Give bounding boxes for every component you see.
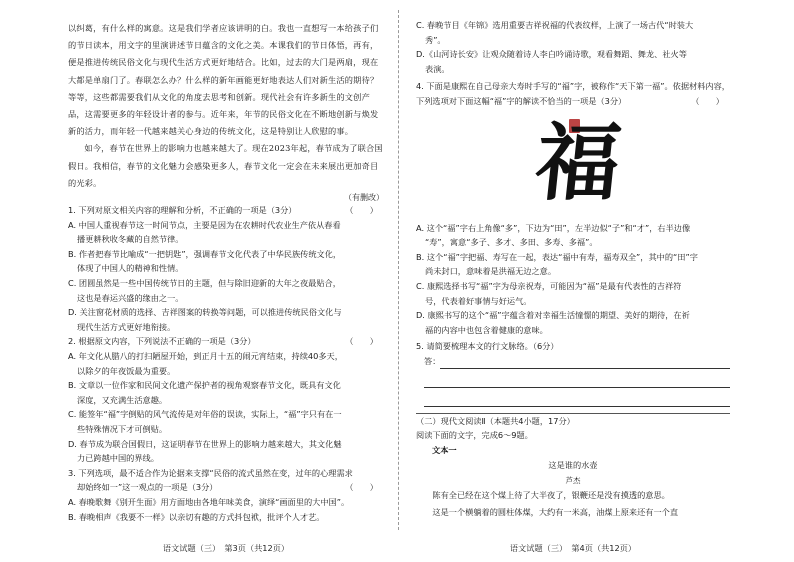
option-d[interactable]: D.《山河诗长安》让观众随着诗人李白吟诵诗歌，观看舞蹈、舞龙、社火等 表演。 xyxy=(416,49,687,74)
article-paragraph: 陈有全已经在这个煤上待了大半夜了，银鞭还是没有摸透的意思。 xyxy=(432,490,670,501)
option-a[interactable]: A. 中国人重视春节这一时间节点，主要是因为在农耕时代农业生产依从春看 播更耕秋收冬藏的自然节律。 xyxy=(68,219,341,245)
section-title: （二）现代文阅读Ⅱ（本题共4小题，17分） xyxy=(416,415,575,426)
answer-line[interactable] xyxy=(424,375,730,388)
passage-paragraph: 如今，春节在世界上的影响力也越来越大了。现在2023年起，春节成为了联合国假日。我相信，春节的文化魅力会感染更多人，春节文化一定会在未来展出更加奇目的光彩。 xyxy=(68,143,383,188)
right-page xyxy=(416,0,730,562)
answer-paren[interactable]: （ ） xyxy=(345,336,378,347)
question-5 xyxy=(416,339,730,354)
option-c[interactable]: C. 康熙选择书写“福”字为母亲祝寿，可能因为“福”是最有代表性的吉祥符 号，代表着好事情与好运气。 xyxy=(416,280,682,306)
fu-calligraphy-image xyxy=(416,111,730,219)
answer-paren[interactable]: （ ） xyxy=(345,482,378,493)
question-1-stem: 1. 下列对原文相关内容的理解和分析，不正确的一项是（3分） xyxy=(68,205,297,216)
fu-character: 福 xyxy=(530,112,626,212)
answer-paren[interactable]: （ ） xyxy=(691,95,724,106)
question-3-stem: 3. 下列选项，最不适合作为论据来支撑“民俗的流式虽然在变，过年的心理需求 xyxy=(68,467,353,478)
section-instruction: 阅读下面的文字，完成6～9题。 xyxy=(416,430,533,441)
left-page xyxy=(68,0,384,562)
question-3 xyxy=(68,466,384,481)
option-c[interactable]: C. 能签年“福”字倒贴的风气流传是对年俗的误读，实际上，“福”字只有在一 些特殊情况下才可倒贴。 xyxy=(68,409,342,434)
answer-area[interactable] xyxy=(424,354,730,369)
option-a[interactable]: A. 年文化从腊八的打扫陋屋开始，到正月十五的闹元宵结束，持续40多天， 以除夕的年夜饭最为重要。 xyxy=(68,350,343,376)
question-3-stem-cont: 却始终如一”这一观点的一项是（3分） （ ） xyxy=(68,480,384,495)
answer-line[interactable] xyxy=(440,356,730,369)
question-5-stem: 5. 请简要梳理本文的行文脉络。（6分） xyxy=(416,341,559,352)
option-d[interactable]: D. 春节成为联合国假日，这证明春节在世界上的影响力越来越大，其文化魅 力已跨越中国的界线。 xyxy=(68,438,342,464)
question-2-stem: 2. 根据原文内容，下列说法不正确的一项是（3分） xyxy=(68,336,256,347)
question-4-stem: 4. 下面是康熙在自己母亲大寿时手写的“福”字，被称作“天下第一福”。依据材料内容，下列选项对下面这幅“福”字的解读不恰当的一项是（3分） xyxy=(416,81,730,106)
option-c[interactable]: C. 春晚节目《年锦》选用重要吉祥祝福的代表纹样，上演了一场古代“时装大 秀”。 xyxy=(416,20,694,45)
text-label: 文本一 xyxy=(432,444,457,455)
option-a[interactable]: A. 这个“福”字右上角像“多”，下边为“田”，左半边似“子”和“才”，右半边像 “寿”，寓意“多子、多才、多田、多寿、多福”。 xyxy=(416,222,691,248)
page-footer: 语文试题（三） 第3页（共12页） xyxy=(162,543,290,553)
answer-paren[interactable]: （ ） xyxy=(345,205,378,216)
passage-paragraph: 以纠葛，有什么样的寓意。这是我们学者应该讲明的白。我也一直想写一本给孩子们的节日读本，用文字的里演讲述节日蕴含的文化之美。本课我们的节日体悟，再有，便是推进传统民俗文化与现代生活方式更好地结合。比如，过去的大门是两扇，现在大都是单扇门了。春联怎么办？什么样的新年画能更好地表达人们对新生活的期待？等等，这些都需要我们从文化的角度去思考和创新。现代社会有许多新生的文创产品，这需要更多的年轻设计者的参与。近年来，年节的民俗文化在不断地创新与焕发新的活力，而年轻一代越来越关心身边的传统文化，这是特别让人欣慰的事。 xyxy=(68,23,379,137)
question-4 xyxy=(416,79,730,108)
article-paragraph: 这是一个横躺着的圆柱体煤，大约有一米高，油煤上原来还有一个直 xyxy=(432,507,679,518)
option-a[interactable]: A. 春晚歌舞《别开生面》用方面地由各地年味美食，演绎“画面里的大中国”。 xyxy=(68,496,350,507)
question-1 xyxy=(68,203,384,218)
article-author: 芦杰 xyxy=(565,476,581,486)
answer-label: 答： xyxy=(424,355,441,366)
source-note: （有删改） xyxy=(344,193,384,203)
article-title: 这是谁的水壶 xyxy=(548,460,598,471)
option-c[interactable]: C. 团圆虽然是一些中国传统节日的主题，但与除旧迎新的大年之夜最贴合， 这也是春运兴盛的缘由之一。 xyxy=(68,278,341,303)
question-2 xyxy=(68,334,384,349)
answer-line[interactable] xyxy=(424,394,730,407)
option-b[interactable]: B. 这个“福”字把福、寿写在一起，表达“福中有寿，福寿双全”，其中的“田”字 尚未封口，意味着是洪福无边之意。 xyxy=(416,251,698,277)
page-footer: 语文试题（三） 第4页（共12页） xyxy=(509,543,637,553)
option-b[interactable]: B. 文章以一位作家和民间文化遗产保护者的视角观察春节文化，既具有文化 深度，又充满生活意趣。 xyxy=(68,380,341,405)
option-b[interactable]: B. 春晚相声《我要不一样》以亲切有趣的方式抖包袱，批评个人才艺。 xyxy=(68,511,325,522)
option-d[interactable]: D. 关注窗花材质的选择、吉祥图案的转换等问题，可以推进传统民俗文化与 现代生活方式更好地衔接。 xyxy=(68,307,342,332)
option-b[interactable]: B. 作者把春节比喻成“一把钥匙”，强调春节文化代表了中华民族传统文化， 体现了中国人的精神和性情。 xyxy=(68,248,342,274)
option-d[interactable]: D. 康熙书写的这个“福”字蕴含着对幸福生活憧憬的期望、美好的期待，在祈 福的内容中也包含着健康的意味。 xyxy=(416,310,690,335)
fold-line xyxy=(398,10,399,530)
